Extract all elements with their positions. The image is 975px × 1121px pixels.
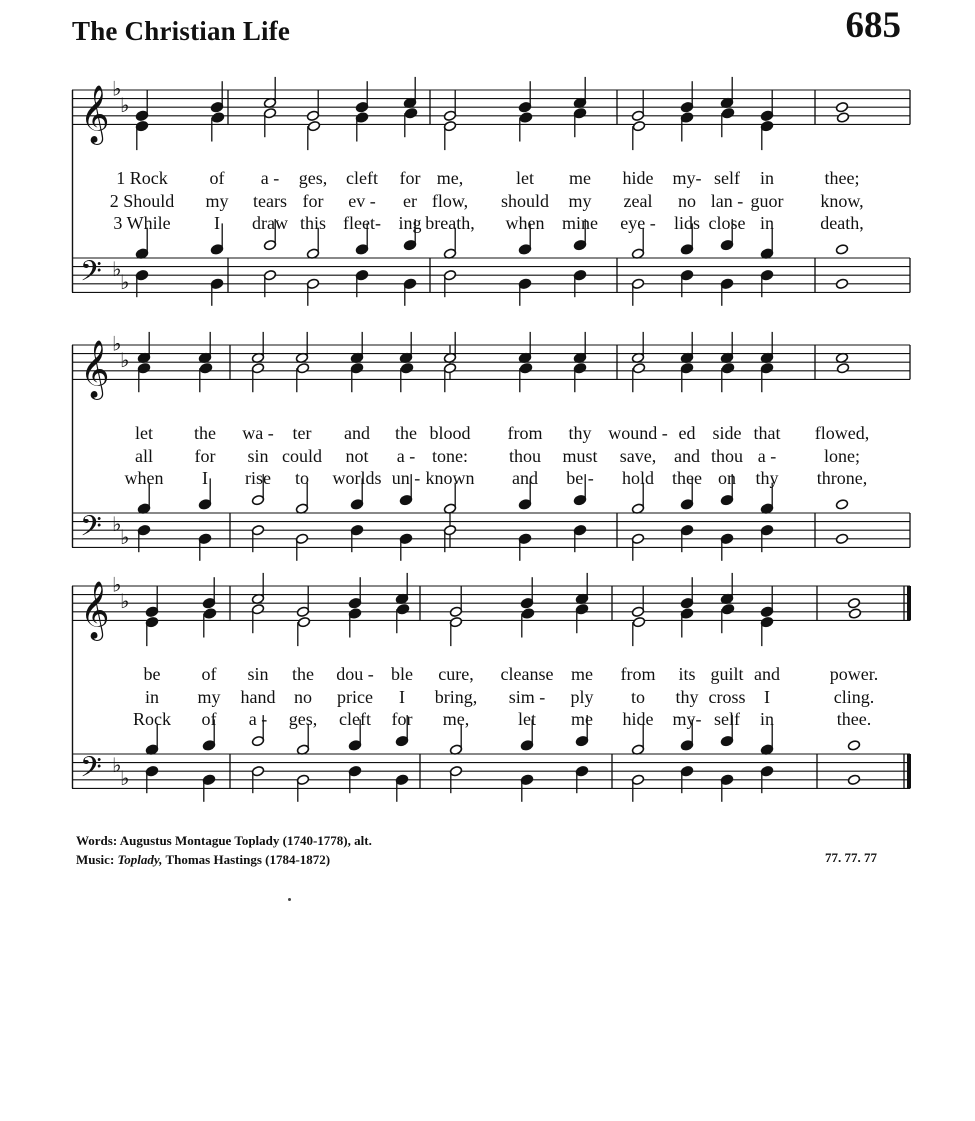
lyric-syllable: must: [562, 446, 598, 466]
lyric-syllable: hide: [622, 168, 654, 188]
lyric-syllable: draw: [252, 213, 288, 233]
lyric-syllable: thou: [710, 446, 744, 466]
lyric-syllable: not: [345, 446, 369, 466]
lyric-syllable: price: [337, 687, 373, 707]
verse-3-line: [72, 709, 910, 731]
lyric-syllable: self: [714, 709, 740, 729]
lyric-syllable: be -: [566, 468, 594, 488]
tenor-note: [835, 244, 848, 255]
lyric-syllable: of: [201, 664, 217, 684]
verse-1-line: [72, 168, 910, 190]
lyric-syllable: guor: [750, 191, 784, 211]
lyric-syllable: flow,: [431, 191, 469, 211]
lyric-syllable: tears: [253, 191, 287, 211]
lyric-syllable: the: [395, 423, 417, 443]
soprano-note: [835, 102, 848, 113]
lyric-syllable: self: [714, 168, 740, 188]
lyric-syllable: ble: [391, 664, 413, 684]
words-credit: [76, 831, 372, 850]
alto-note: [404, 108, 417, 119]
lyric-syllable: its: [678, 664, 696, 684]
bass-note: [847, 774, 860, 785]
alto-note: [632, 616, 645, 627]
bass-note: [835, 533, 848, 544]
alto-note: [521, 608, 534, 619]
lyric-syllable: known: [425, 468, 475, 488]
lyric-syllable: to: [294, 468, 310, 488]
lyric-syllable: me: [571, 709, 593, 729]
final-barline: [907, 754, 911, 788]
lyric-syllable: let: [135, 423, 153, 443]
lyric-syllable: lids: [673, 213, 701, 233]
lyric-syllable: in: [759, 709, 775, 729]
lyric-syllable: the: [292, 664, 314, 684]
lyric-syllable: of: [209, 168, 225, 188]
alto-note: [203, 608, 216, 619]
lyric-syllable: and: [674, 446, 700, 466]
music-composer: Thomas Hastings (1784-1872): [165, 852, 331, 867]
alto-note: [519, 363, 532, 374]
lyric-syllable: flowed,: [814, 423, 870, 443]
lyric-syllable: er: [403, 191, 417, 211]
lyric-syllable: hold: [621, 468, 655, 488]
lyric-syllable: ges,: [298, 168, 328, 188]
flat-icon: ♭: [112, 76, 122, 101]
tune-name: Toplady,: [117, 852, 163, 867]
lyric-syllable: my-: [672, 709, 702, 729]
lyric-syllable: un -: [391, 468, 421, 488]
verse-2-line: [72, 191, 910, 213]
lyric-syllable: in: [144, 687, 160, 707]
alto-note: [307, 120, 320, 131]
lyric-syllable: and: [344, 423, 370, 443]
lyric-syllable: this: [299, 213, 327, 233]
lyric-syllable: ev -: [348, 191, 376, 211]
lyric-syllable: should: [500, 191, 550, 211]
treble-clef-icon: 𝄞: [80, 84, 110, 143]
alto-note: [721, 108, 734, 119]
lyric-syllable: no: [294, 687, 312, 707]
lyric-syllable: when: [505, 213, 545, 233]
lyric-syllable: wa -: [242, 423, 274, 443]
flat-icon: ♭: [112, 572, 122, 597]
lyric-syllable: to: [630, 687, 646, 707]
lyric-syllable: 2 Should: [109, 191, 175, 211]
lyric-syllable: ter: [292, 423, 312, 443]
lyric-syllable: cleanse: [500, 664, 554, 684]
lyric-syllable: rise: [245, 468, 271, 488]
music-label: Music:: [76, 852, 115, 867]
lyric-syllable: thou: [508, 446, 542, 466]
lyric-syllable: me: [569, 168, 591, 188]
lyric-syllable: Rock: [133, 709, 171, 729]
bass-note: [835, 278, 848, 289]
alto-note: [297, 616, 310, 627]
bass-clef-icon: 𝄢: [80, 254, 102, 295]
flat-icon: ♭: [120, 765, 130, 790]
lyric-syllable: cleft: [346, 168, 378, 188]
lyric-syllable: 3 While: [113, 213, 171, 233]
treble-clef-icon: 𝄞: [80, 339, 110, 398]
words-label: Words:: [76, 833, 118, 848]
lyric-syllable: cure,: [438, 664, 474, 684]
lyric-syllable: my: [205, 191, 229, 211]
alto-note: [721, 363, 734, 374]
final-barline: [907, 586, 911, 620]
lyric-syllable: bring,: [434, 687, 478, 707]
lyric-syllable: from: [620, 664, 656, 684]
lyric-syllable: on: [718, 468, 736, 488]
lyric-syllable: wound -: [608, 423, 668, 443]
flat-icon: ♭: [112, 511, 122, 536]
lyric-syllable: death,: [820, 213, 864, 233]
lyric-syllable: power.: [829, 664, 879, 684]
alto-note: [632, 363, 645, 374]
lyric-syllable: ges,: [288, 709, 318, 729]
lyric-syllable: let: [516, 168, 534, 188]
lyric-syllable: a -: [260, 168, 280, 188]
bass-clef-icon: 𝄢: [80, 509, 102, 550]
lyric-syllable: dou -: [336, 664, 374, 684]
lyric-syllable: that: [753, 423, 781, 443]
meter-label: 77. 77. 77: [825, 850, 877, 865]
lyric-syllable: tone:: [432, 446, 468, 466]
flat-icon: ♭: [120, 348, 130, 373]
lyric-syllable: hide: [622, 709, 654, 729]
lyric-syllable: mine: [562, 213, 598, 233]
lyric-syllable: I: [214, 213, 220, 233]
lyric-syllable: from: [507, 423, 543, 443]
alto-note: [519, 112, 532, 123]
lyric-syllable: no: [678, 191, 696, 211]
verse-3-line: [72, 468, 910, 490]
lyric-syllable: zeal: [623, 191, 653, 211]
alto-note: [211, 112, 224, 123]
words-author: Augustus Montague Toplady (1740-1778), alt.: [119, 833, 372, 848]
lyric-syllable: for: [399, 168, 421, 188]
lyric-syllable: and: [754, 664, 780, 684]
flat-icon: ♭: [112, 256, 122, 281]
lyric-syllable: for: [194, 446, 216, 466]
lyric-syllable: be: [143, 664, 161, 684]
lyric-syllable: lan -: [710, 191, 744, 211]
hymn-number: 685: [845, 5, 901, 46]
alto-note: [296, 363, 309, 374]
lyric-syllable: close: [708, 213, 746, 233]
tenor-note: [835, 499, 848, 510]
lyric-syllable: eye -: [620, 213, 656, 233]
system-3: [72, 574, 910, 806]
section-title: The Christian Life: [72, 16, 291, 46]
lyric-syllable: in: [759, 213, 775, 233]
system-1: [72, 78, 910, 310]
lyric-syllable: ed: [678, 423, 696, 443]
alto-note: [199, 363, 212, 374]
lyric-syllable: let: [518, 709, 536, 729]
lyric-syllable: thy: [675, 687, 699, 707]
lyric-syllable: thy: [755, 468, 779, 488]
flat-icon: ♭: [120, 524, 130, 549]
lyric-syllable: blood: [429, 423, 471, 443]
lyric-syllable: when: [124, 468, 164, 488]
lyric-syllable: I: [399, 687, 405, 707]
lyric-syllable: sin: [247, 446, 269, 466]
lyric-syllable: could: [282, 446, 322, 466]
lyric-syllable: save,: [619, 446, 657, 466]
lyric-syllable: my: [568, 191, 592, 211]
alto-note: [396, 604, 409, 615]
verse-1-line: [72, 664, 910, 686]
flat-icon: ♭: [120, 269, 130, 294]
lyric-syllable: my: [197, 687, 221, 707]
alto-note: [400, 363, 413, 374]
lyric-syllable: side: [712, 423, 742, 443]
lyric-syllable: a -: [757, 446, 777, 466]
lyric-syllable: thee;: [824, 168, 860, 188]
lyric-syllable: ply: [570, 687, 594, 707]
flat-icon: ♭: [112, 331, 122, 356]
lyric-syllable: hand: [240, 687, 276, 707]
system-2: [72, 333, 910, 565]
soprano-note: [847, 598, 860, 609]
lyric-syllable: me,: [442, 709, 470, 729]
flat-icon: ♭: [120, 589, 130, 614]
print-speck: [288, 898, 291, 901]
lyric-syllable: of: [201, 709, 217, 729]
verse-2-line: [72, 687, 910, 709]
lyric-syllable: me: [571, 664, 593, 684]
flat-icon: ♭: [112, 752, 122, 777]
lyric-syllable: thy: [568, 423, 592, 443]
lyric-syllable: thee: [672, 468, 702, 488]
alto-note: [836, 363, 849, 374]
lyric-syllable: breath,: [425, 213, 475, 233]
hymn-credits: [76, 831, 372, 869]
flat-icon: ♭: [120, 93, 130, 118]
lyric-syllable: the: [194, 423, 216, 443]
lyric-syllable: cling.: [833, 687, 875, 707]
lyric-syllable: sim -: [508, 687, 546, 707]
lyric-syllable: a -: [248, 709, 268, 729]
lyric-syllable: fleet-: [343, 213, 381, 233]
lyric-syllable: all: [135, 446, 153, 466]
tenor-note: [847, 740, 860, 751]
verse-3-line: [72, 213, 910, 235]
verse-2-line: [72, 446, 910, 468]
alto-note: [632, 120, 645, 131]
lyric-syllable: for: [391, 709, 413, 729]
music-credit: [76, 850, 372, 869]
lyric-syllable: cleft: [339, 709, 371, 729]
lyric-syllable: lone;: [824, 446, 860, 466]
lyric-syllable: and: [512, 468, 538, 488]
lyric-syllable: thee.: [836, 709, 872, 729]
alto-note: [721, 604, 734, 615]
lyric-syllable: I: [202, 468, 208, 488]
bass-clef-icon: 𝄢: [80, 750, 102, 791]
treble-clef-icon: 𝄞: [80, 580, 110, 639]
lyric-syllable: my-: [672, 168, 702, 188]
lyric-syllable: a -: [396, 446, 416, 466]
lyric-syllable: ing: [398, 213, 422, 233]
lyric-syllable: for: [302, 191, 324, 211]
lyric-syllable: worlds: [332, 468, 382, 488]
lyric-syllable: cross: [708, 687, 746, 707]
lyric-syllable: sin: [247, 664, 269, 684]
lyric-syllable: guilt: [710, 664, 744, 684]
alto-note: [848, 608, 861, 619]
lyric-syllable: in: [759, 168, 775, 188]
lyric-syllable: throne,: [816, 468, 868, 488]
lyric-syllable: I: [764, 687, 770, 707]
alto-note: [836, 112, 849, 123]
lyric-syllable: me,: [436, 168, 464, 188]
verse-1-line: [72, 423, 910, 445]
lyric-syllable: know,: [820, 191, 864, 211]
lyric-syllable: 1 Rock: [116, 168, 168, 188]
